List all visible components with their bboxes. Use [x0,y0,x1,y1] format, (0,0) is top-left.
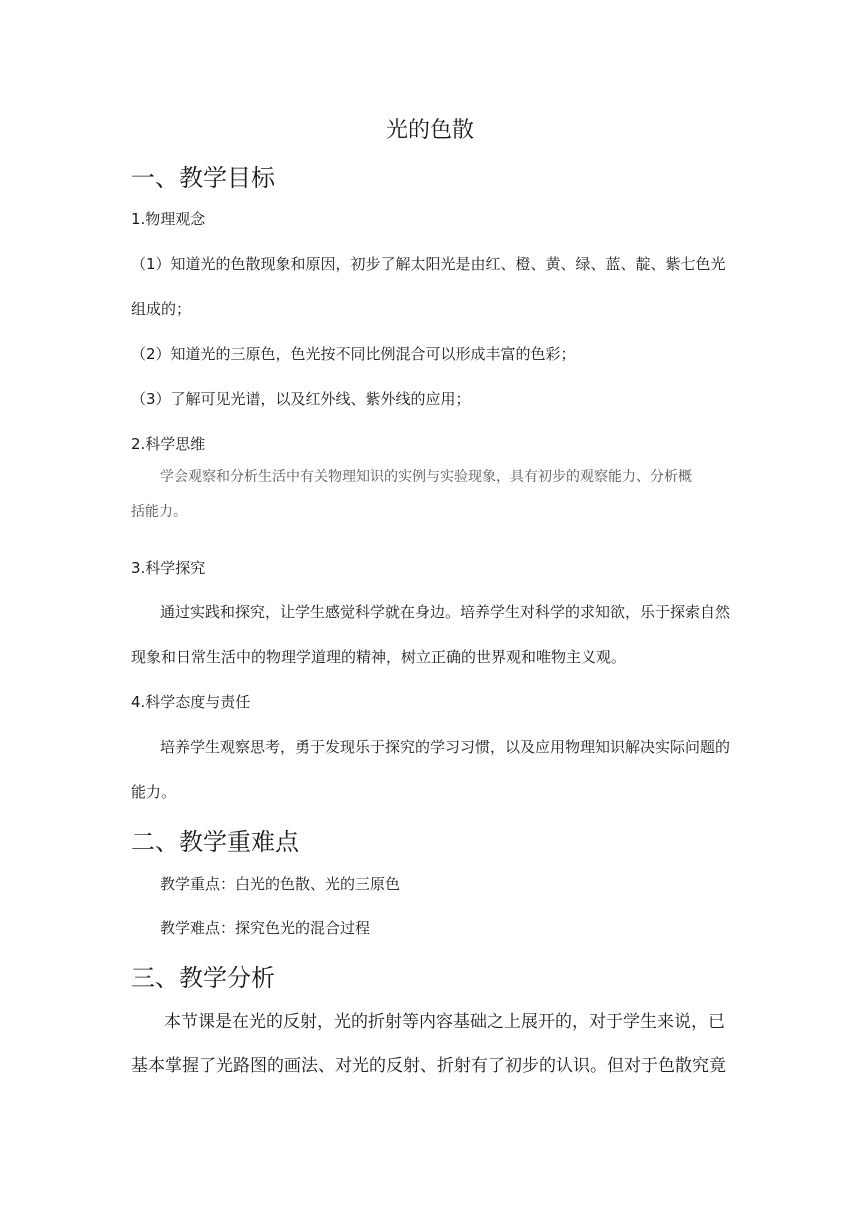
inquiry-paragraph-line-1: 通过实践和探究，让学生感觉科学就在身边。培养学生对科学的求知欲，乐于探索自然 [160,603,731,621]
thinking-paragraph-line-2: 括能力。 [131,504,187,520]
analysis-paragraph-line-2: 基本掌握了光路图的画法、对光的反射、折射有了初步的认识。但对于色散究竟 [131,1056,726,1076]
analysis-paragraph-line-1: 本节课是在光的反射，光的折射等内容基础之上展开的，对于学生来说，已 [164,1012,725,1032]
subheading-scientific-inquiry: 3.科学探究 [131,559,206,577]
teaching-difficult-point: 教学难点：探究色光的混合过程 [160,919,371,937]
objective-item-2: （2）知道光的三原色，色光按不同比例混合可以形成丰富的色彩； [131,345,576,363]
section-heading-analysis: 三、教学分析 [131,964,275,992]
section-heading-objectives: 一、教学目标 [131,164,275,192]
objective-item-1-line-1: （1）知道光的色散现象和原因，初步了解太阳光是由红、橙、黄、绿、蓝、靛、紫七色光 [131,255,726,273]
document-title: 光的色散 [385,118,474,143]
attitude-paragraph-line-1: 培养学生观察思考，勇于发现乐于探究的学习习惯，以及应用物理知识解决实际问题的 [160,738,731,756]
subheading-scientific-thinking: 2.科学思维 [131,435,206,453]
inquiry-paragraph-line-2: 现象和日常生活中的物理学道理的精神，树立正确的世界观和唯物主义观。 [131,648,627,666]
section-heading-key-difficult: 二、教学重难点 [131,828,299,856]
subheading-attitude-responsibility: 4.科学态度与责任 [131,693,251,711]
teaching-key-point: 教学重点：白光的色散、光的三原色 [160,875,401,893]
subheading-physics-concept: 1.物理观念 [131,210,206,228]
attitude-paragraph-line-2: 能力。 [131,783,177,801]
objective-item-1-line-2: 组成的； [131,300,192,318]
objective-item-3: （3）了解可见光谱，以及红外线、紫外线的应用； [131,390,471,408]
thinking-paragraph-line-1: 学会观察和分析生活中有关物理知识的实例与实验现象，具有初步的观察能力、分析概 [160,469,692,485]
